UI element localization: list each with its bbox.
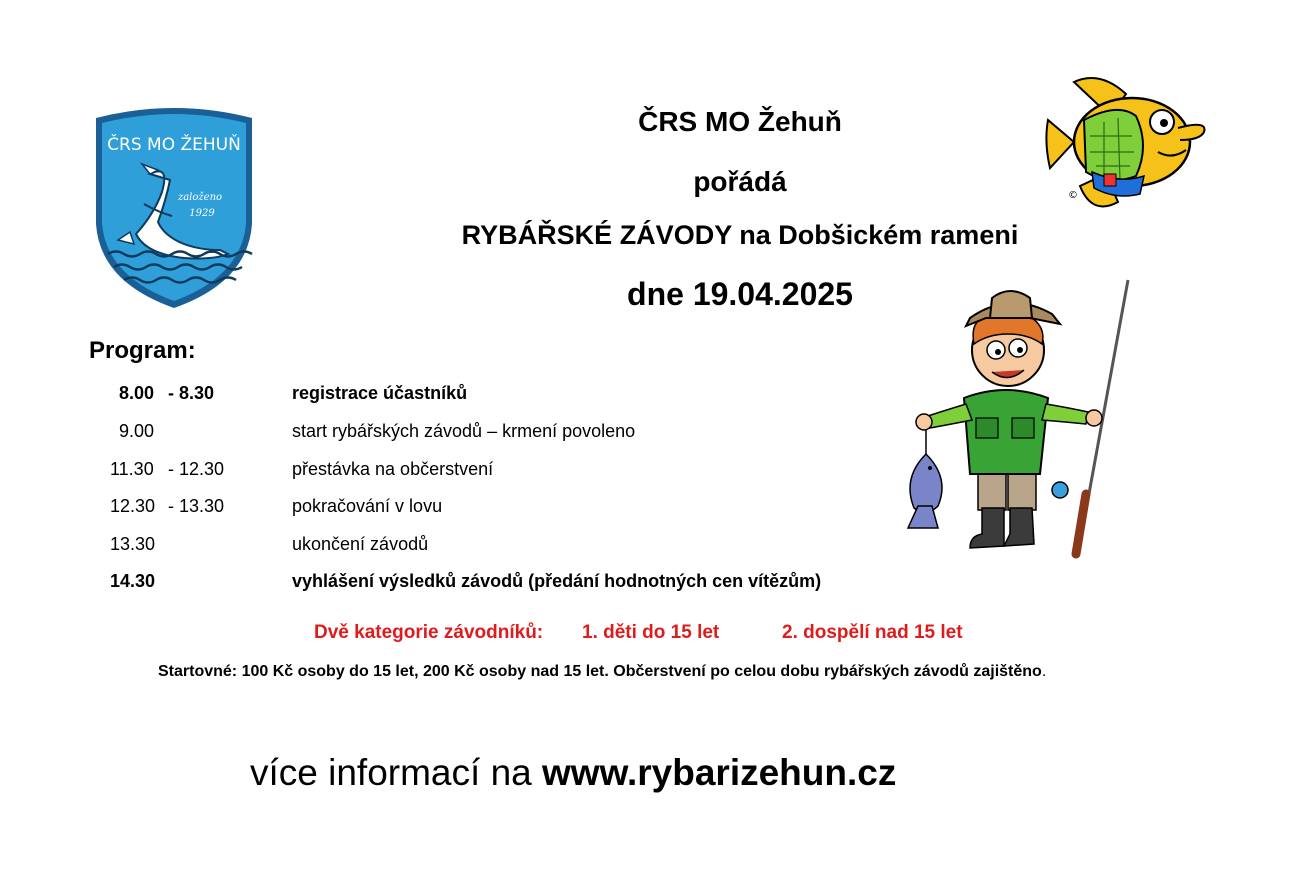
fisherman-cartoon-icon <box>900 278 1140 563</box>
entry-fee-main: Startovné: 100 Kč osoby do 15 let, 200 Kč osoby nad 15 let. Občerstvení po celou dobu rybářských závodů zajištěno <box>158 663 1042 680</box>
category-adults: 2. dospělí nad 15 let <box>782 622 963 643</box>
cartoon-fish-icon <box>1040 76 1210 226</box>
program-time-start: 8.00 <box>119 383 155 403</box>
logo-text: ČRS MO ŽEHUŇ <box>107 135 241 155</box>
more-info-prefix: více informací na <box>250 752 543 793</box>
pike-logo-icon <box>88 104 260 312</box>
event-title: RYBÁŘSKÉ ZÁVODY na Dobšickém rameni <box>461 220 1019 250</box>
program-time-end: - 13.30 <box>168 496 225 516</box>
fisherman-cartoon <box>900 278 1140 563</box>
category-children: 1. děti do 15 let <box>582 622 720 643</box>
cartoon-fish <box>1040 76 1210 226</box>
logo-founded-year: 1929 <box>189 208 215 219</box>
entry-fee-text <box>158 663 1046 681</box>
program-item-desc: vyhlášení výsledků závodů (předání hodnotných cen vítězům) <box>292 571 822 591</box>
program-item-desc: ukončení závodů <box>292 534 429 554</box>
categories-label: Dvě kategorie závodníků: <box>314 622 544 643</box>
program-time-start: 9.00 <box>119 421 155 441</box>
club-logo <box>88 104 260 312</box>
program-time-start: 13.30 <box>110 534 156 554</box>
program-item-desc: přestávka na občerstvení <box>292 459 494 479</box>
program-time-end: - 12.30 <box>168 459 225 479</box>
org-title: ČRS MO Žehuň <box>638 106 842 137</box>
program-item-desc: pokračování v lovu <box>292 496 443 516</box>
website-link[interactable]: www.rybarizehun.cz <box>542 752 897 793</box>
program-item-desc: start rybářských závodů – krmení povoleno <box>292 421 636 441</box>
program-time-start: 11.30 <box>110 459 154 479</box>
event-date: dne 19.04.2025 <box>627 276 853 312</box>
program-time-start: 14.30 <box>110 571 156 591</box>
program-time-start: 12.30 <box>110 496 156 516</box>
program-time-end: - 8.30 <box>168 383 215 403</box>
program-heading: Program: <box>89 337 196 364</box>
logo-founded-label: založeno <box>177 192 223 203</box>
program-item-desc: registrace účastníků <box>292 383 468 403</box>
organizes-text: pořádá <box>693 166 787 197</box>
entry-fee-tail: . <box>1041 663 1047 680</box>
svg-text:©: © <box>1068 190 1078 201</box>
more-info <box>250 752 896 794</box>
